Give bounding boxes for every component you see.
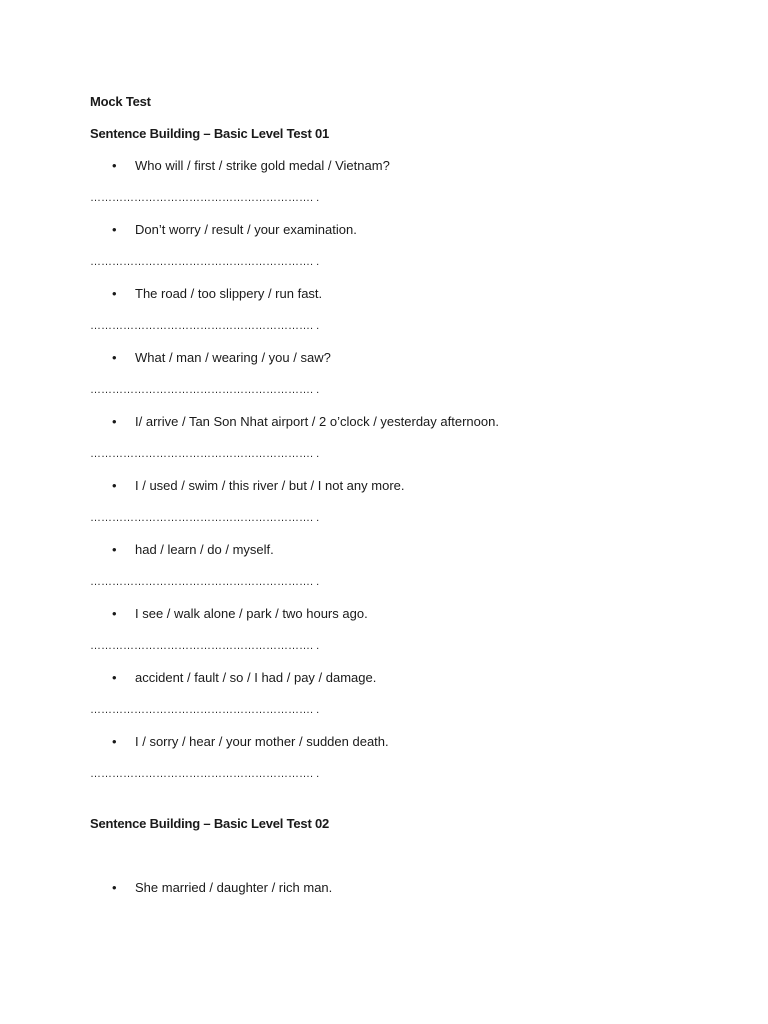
prompt-text: I / sorry / hear / your mother / sudden death. [135, 734, 389, 749]
document-title: Mock Test [90, 94, 151, 109]
prompt-text: What / man / wearing / you / saw? [135, 350, 331, 365]
bullet-icon: • [112, 880, 117, 895]
section-heading: Sentence Building – Basic Level Test 02 [90, 816, 330, 831]
list-item [90, 604, 690, 636]
answer-line: ……………………………………………………. . [90, 320, 320, 332]
prompt-text: I/ arrive / Tan Son Nhat airport / 2 o’clock / yesterday afternoon. [135, 414, 499, 429]
section-test-01 [90, 124, 690, 796]
bullet-icon: • [112, 606, 117, 621]
bullet-icon: • [112, 350, 117, 365]
bullet-icon: • [112, 478, 117, 493]
list-item [90, 412, 690, 444]
bullet-icon: • [112, 222, 117, 237]
answer-line: ……………………………………………………. . [90, 256, 320, 268]
exercise-list [90, 878, 690, 910]
bullet-icon: • [112, 542, 117, 557]
list-item [90, 284, 690, 316]
bullet-icon: • [112, 158, 117, 173]
prompt-text: Who will / first / strike gold medal / Vietnam? [135, 158, 390, 173]
exercise-list [90, 156, 690, 796]
bullet-icon: • [112, 670, 117, 685]
answer-line: ……………………………………………………. . [90, 512, 320, 524]
answer-line: ……………………………………………………. . [90, 640, 320, 652]
answer-line: ……………………………………………………. . [90, 448, 320, 460]
list-item [90, 220, 690, 252]
list-item [90, 732, 690, 764]
list-item [90, 540, 690, 572]
bullet-icon: • [112, 734, 117, 749]
prompt-text: accident / fault / so / I had / pay / damage. [135, 670, 377, 685]
prompt-text: She married / daughter / rich man. [135, 880, 333, 895]
section-test-02 [90, 814, 690, 910]
list-item [90, 156, 690, 188]
prompt-text: I see / walk alone / park / two hours ago. [135, 606, 368, 621]
list-item [90, 476, 690, 508]
bullet-icon: • [112, 414, 117, 429]
prompt-text: I / used / swim / this river / but / I not any more. [135, 478, 405, 493]
prompt-text: The road / too slippery / run fast. [135, 286, 323, 301]
document-page [90, 92, 690, 910]
section-heading: Sentence Building – Basic Level Test 01 [90, 126, 330, 141]
list-item [90, 668, 690, 700]
answer-line: ……………………………………………………. . [90, 192, 320, 204]
list-item [90, 878, 690, 910]
answer-line: ……………………………………………………. . [90, 768, 320, 780]
prompt-text: Don’t worry / result / your examination. [135, 222, 357, 237]
answer-line: ……………………………………………………. . [90, 576, 320, 588]
answer-line: ……………………………………………………. . [90, 704, 320, 716]
bullet-icon: • [112, 286, 117, 301]
answer-line: ……………………………………………………. . [90, 384, 320, 396]
prompt-text: had / learn / do / myself. [135, 542, 274, 557]
list-item [90, 348, 690, 380]
